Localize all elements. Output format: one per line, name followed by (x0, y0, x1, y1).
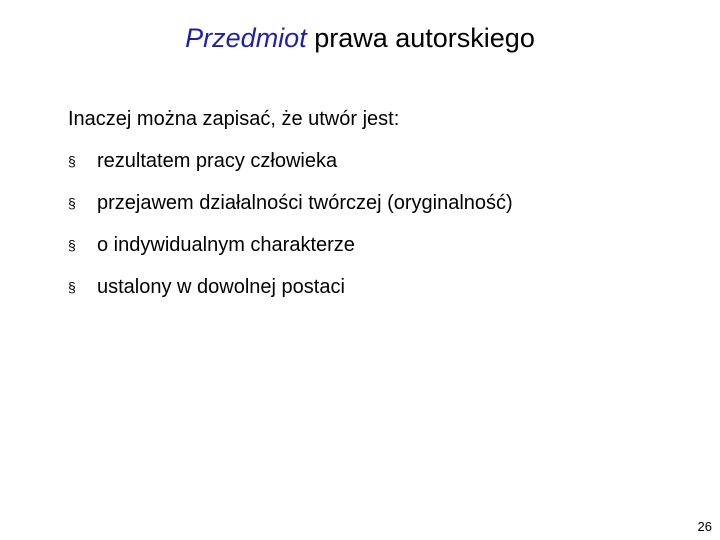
bullet-item (68, 147, 688, 175)
bullet-item (68, 189, 688, 217)
bullet-text: o indywidualnym charakterze (97, 233, 355, 256)
slide-title (0, 20, 720, 56)
bullet-marker-icon: § (68, 279, 76, 295)
title-rest: prawa autorskiego (306, 23, 535, 53)
bullet-marker-icon: § (68, 195, 76, 211)
bullet-item (68, 273, 688, 301)
bullet-text: przejawem działalności twórczej (oryginalność) (97, 191, 513, 214)
bullet-item (68, 231, 688, 259)
bullet-marker-icon: § (68, 237, 76, 253)
page-number: 26 (697, 519, 712, 534)
bullet-text: rezultatem pracy człowieka (97, 149, 338, 172)
bullet-marker-icon: § (68, 153, 76, 169)
intro-text: Inaczej można zapisać, że utwór jest: (68, 108, 400, 130)
title-accent-word: Przedmiot (185, 23, 307, 53)
bullet-list (68, 147, 688, 301)
slide-body (68, 105, 688, 315)
bullet-text: ustalony w dowolnej postaci (97, 275, 345, 298)
